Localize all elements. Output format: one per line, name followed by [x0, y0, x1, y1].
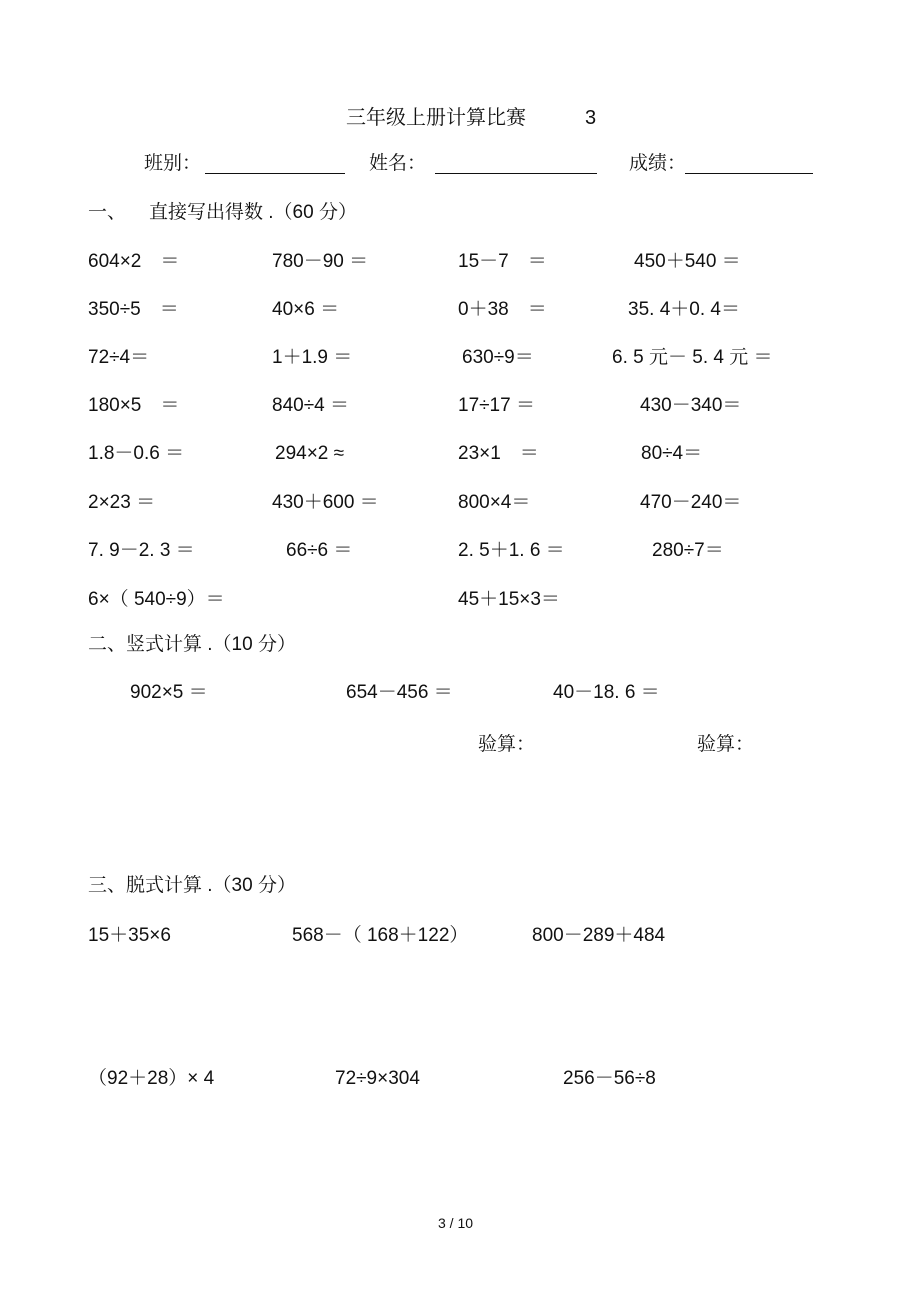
page-title: 三年级上册计算比赛	[346, 107, 526, 129]
score-label: 成绩：	[629, 153, 687, 174]
problem: 630÷9＝	[462, 347, 534, 368]
stepwise-problem: 568－（ 168＋122）	[292, 925, 469, 946]
problem: 604×2 ＝	[88, 251, 180, 272]
stepwise-problem: 15＋35×6	[88, 925, 171, 946]
check-label: 验算：	[478, 734, 536, 755]
problem: 1＋1.9 ＝	[272, 347, 353, 368]
page-title-number: 3	[585, 107, 597, 129]
problem: 2. 5＋1. 6 ＝	[458, 540, 565, 561]
score-blank[interactable]	[685, 173, 813, 174]
section1-number: 一、	[88, 202, 127, 223]
problem: 840÷4 ＝	[272, 395, 349, 416]
vertical-problem: 40－18. 6 ＝	[553, 682, 660, 703]
stepwise-problem: 256－56÷8	[563, 1068, 656, 1089]
vertical-problem: 654－456 ＝	[346, 682, 453, 703]
name-label: 姓名：	[369, 153, 427, 174]
problem: 430＋600 ＝	[272, 492, 379, 513]
problem: 15－7 ＝	[458, 251, 547, 272]
stepwise-problem: 800－289＋484	[532, 925, 666, 946]
problem: 7. 9－2. 3 ＝	[88, 540, 195, 561]
problem: 23×1 ＝	[458, 443, 539, 464]
problem: 35. 4＋0. 4＝	[628, 299, 740, 320]
problem: 40×6 ＝	[272, 299, 340, 320]
problem: 45＋15×3＝	[458, 589, 560, 610]
check-label: 验算：	[697, 734, 755, 755]
problem: 66÷6 ＝	[286, 540, 353, 561]
problem: 280÷7＝	[652, 540, 724, 561]
problem: 6×（ 540÷9）＝	[88, 589, 225, 610]
vertical-problem: 902×5 ＝	[130, 682, 208, 703]
problem: 450＋540 ＝	[634, 251, 741, 272]
problem: 430－340＝	[640, 395, 742, 416]
class-label: 班别：	[144, 153, 202, 174]
page-number: 3 / 10	[438, 1215, 474, 1231]
problem: 1.8－0.6 ＝	[88, 443, 185, 464]
stepwise-problem: （92＋28）× 4	[88, 1068, 215, 1089]
problem: 780－90 ＝	[272, 251, 369, 272]
section3-heading: 三、脱式计算 .（30 分）	[88, 875, 296, 896]
name-blank[interactable]	[435, 173, 597, 174]
problem: 180×5 ＝	[88, 395, 180, 416]
problem: 80÷4＝	[641, 443, 703, 464]
problem: 17÷17 ＝	[458, 395, 535, 416]
section1-heading: 直接写出得数 .（60 分）	[149, 202, 357, 223]
problem: 294×2 ≈	[275, 443, 345, 464]
section2-heading: 二、竖式计算 .（10 分）	[88, 634, 296, 655]
problem: 2×23 ＝	[88, 492, 156, 513]
problem: 6. 5 元－ 5. 4 元 ＝	[612, 347, 773, 368]
class-blank[interactable]	[205, 173, 345, 174]
problem: 72÷4＝	[88, 347, 150, 368]
problem: 470－240＝	[640, 492, 742, 513]
problem: 350÷5 ＝	[88, 299, 179, 320]
problem: 0＋38 ＝	[458, 299, 547, 320]
stepwise-problem: 72÷9×304	[335, 1068, 420, 1089]
problem: 800×4＝	[458, 492, 531, 513]
